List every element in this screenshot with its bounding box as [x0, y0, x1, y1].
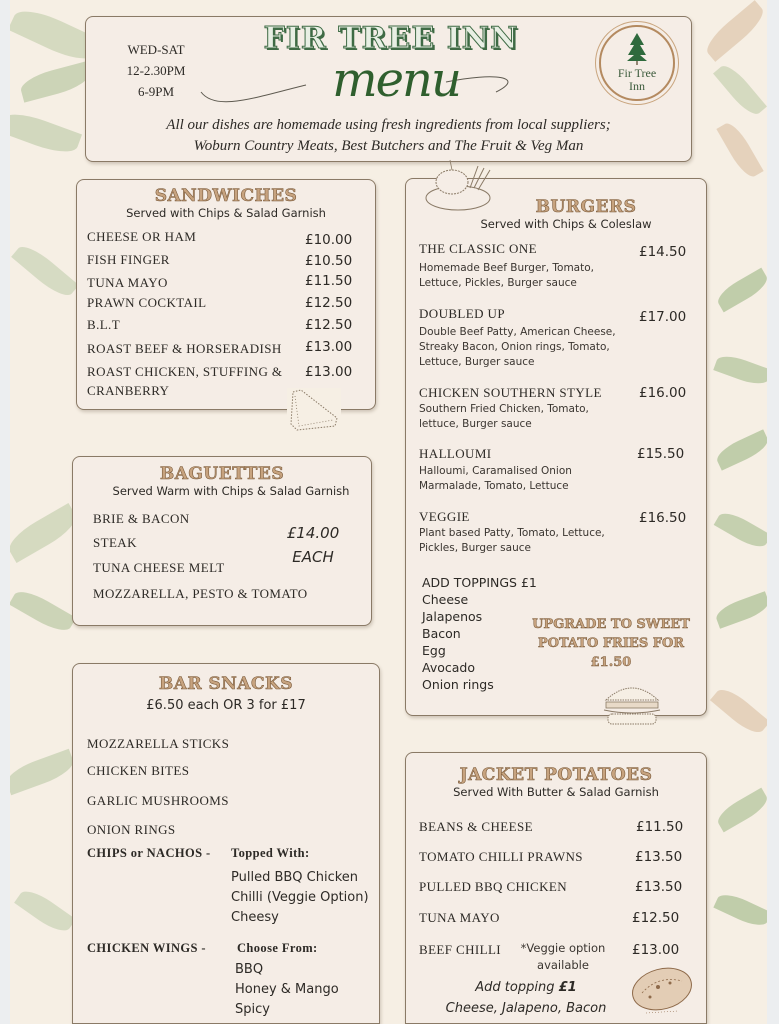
- desc-line: lettuce, Burger sauce: [419, 418, 532, 430]
- veggie-note: [513, 940, 613, 974]
- menu-item-name: ROAST CHICKEN, STUFFING &: [87, 364, 283, 379]
- toppings-list: [422, 574, 537, 693]
- topping: Avocado: [422, 660, 475, 675]
- burger-name: HALLOUMI: [419, 446, 492, 461]
- menu-item-name: B.L.T: [87, 317, 121, 332]
- burger-name: VEGGIE: [419, 509, 470, 524]
- potato-item-name: BEEF CHILLI: [419, 942, 502, 957]
- baguettes-panel: [72, 456, 372, 626]
- chips-options: [231, 868, 369, 928]
- topping-list: Cheese, Jalapeno, Bacon: [445, 1001, 607, 1016]
- burger-desc: [419, 402, 589, 432]
- desc-line: Southern Fried Chicken, Tomato,: [419, 403, 589, 415]
- potato-item-name: PULLED BBQ CHICKEN: [419, 879, 568, 894]
- snack-item: ONION RINGS: [87, 822, 176, 837]
- burger-desc: [419, 325, 616, 370]
- snack-item: CHICKEN BITES: [87, 763, 190, 778]
- lunch-hours: 12-2.30PM: [126, 63, 186, 78]
- sandwiches-panel: [76, 179, 376, 410]
- burger-sketch-icon: [602, 680, 662, 728]
- option: Honey & Mango: [235, 982, 339, 997]
- desc-line: Homemade Beef Burger, Tomato,: [419, 262, 594, 274]
- menu-item-price: £10.00: [305, 232, 353, 248]
- potato-toppings: [426, 977, 626, 1019]
- option: Cheesy: [231, 910, 279, 925]
- section-subtitle: Served with Chips & Salad Garnish: [126, 206, 326, 220]
- menu-item-name: MOZZARELLA, PESTO & TOMATO: [93, 586, 308, 601]
- topping: Cheese: [422, 592, 469, 607]
- desc-line: Lettuce, Pickles, Burger sauce: [419, 277, 577, 289]
- burger-price: £14.50: [639, 244, 687, 260]
- snack-item: GARLIC MUSHROOMS: [87, 793, 229, 808]
- upgrade-line: POTATO FRIES FOR: [537, 636, 685, 651]
- section-title: JACKET POTATOES: [459, 765, 653, 785]
- potato-item-price: £12.50: [632, 910, 680, 926]
- potato-sketch-icon: [628, 965, 696, 1019]
- potato-item-name: TUNA MAYO: [419, 910, 500, 925]
- menu-item-name: CHEESE OR HAM: [87, 229, 197, 244]
- section-subtitle: £6.50 each OR 3 for £17: [146, 698, 306, 713]
- burger-name: CHICKEN SOUTHERN STYLE: [419, 385, 602, 400]
- desc-line: Lettuce, Burger sauce: [419, 356, 535, 368]
- topping: Egg: [422, 643, 446, 658]
- burger-name: THE CLASSIC ONE: [419, 241, 537, 256]
- option: Pulled BBQ Chicken: [231, 870, 359, 885]
- burgers-panel: [405, 178, 707, 716]
- desc-line: Double Beef Patty, American Cheese,: [419, 326, 616, 338]
- section-title: SANDWICHES: [154, 186, 298, 206]
- menu-item-price: £12.50: [305, 295, 353, 311]
- wings-options: [235, 960, 339, 1020]
- menu-item-price: £13.00: [305, 339, 353, 355]
- header-panel: [85, 16, 692, 162]
- option: Chilli (Veggie Option): [231, 890, 369, 905]
- menu-item-name-cont: CRANBERRY: [87, 383, 170, 398]
- burger-price: £15.50: [637, 446, 685, 462]
- tagline-line2: Woburn Country Meats, Best Butchers and The Fruit & Veg Man: [193, 138, 584, 154]
- topped-with-label: Topped With:: [231, 846, 310, 860]
- burger-desc: [419, 261, 594, 291]
- menu-item-price: £10.50: [305, 253, 353, 269]
- topping: Jalapenos: [422, 609, 483, 624]
- desc-line: Pickles, Burger sauce: [419, 542, 531, 554]
- menu-item-price: £12.50: [305, 317, 353, 333]
- menu-script-title: menu: [332, 52, 460, 108]
- jacket-potatoes-panel: [405, 752, 707, 1024]
- logo: [599, 25, 675, 101]
- logo-text-line1: Fir Tree: [617, 66, 657, 80]
- sandwich-sketch-icon: [287, 388, 341, 434]
- bar-snacks-panel: [72, 663, 380, 1024]
- menu-page: [10, 0, 767, 1024]
- burger-plate-sketch-icon: [422, 158, 502, 214]
- topping-line: [426, 977, 626, 998]
- upgrade-line: UPGRADE TO SWEET: [532, 617, 690, 632]
- note-line: available: [537, 958, 589, 972]
- potato-item-name: TOMATO CHILLI PRAWNS: [419, 849, 583, 864]
- note-line: *Veggie option: [520, 941, 606, 955]
- tagline-line1: All our dishes are homemade using fresh ingredients from local suppliers;: [166, 117, 611, 133]
- section-subtitle: Served Warm with Chips & Salad Garnish: [112, 484, 350, 498]
- menu-item-price: £13.00: [305, 364, 353, 380]
- potato-item-price: £13.00: [632, 942, 680, 958]
- section-title: BURGERS: [535, 197, 637, 217]
- sweet-potato-upgrade: [526, 615, 696, 672]
- potato-item-price: £13.50: [635, 849, 683, 865]
- option: Spicy: [235, 1002, 270, 1017]
- upgrade-line: £1.50: [590, 655, 632, 670]
- dinner-hours: 6-9PM: [137, 84, 175, 99]
- price-note: EACH: [292, 548, 334, 566]
- potato-item-name: BEANS & CHEESE: [419, 819, 533, 834]
- tagline: [86, 115, 691, 157]
- potato-item-price: £11.50: [636, 819, 684, 835]
- burger-price: £17.00: [639, 309, 687, 325]
- choose-from-label: Choose From:: [237, 941, 318, 955]
- menu-item-name: FISH FINGER: [87, 252, 170, 267]
- menu-item-name: STEAK: [93, 535, 137, 550]
- section-title: BAR SNACKS: [158, 674, 294, 694]
- topping-price: £1: [558, 980, 577, 995]
- section-subtitle: Served with Chips & Coleslaw: [480, 217, 652, 231]
- topping: Bacon: [422, 626, 461, 641]
- option: BBQ: [235, 962, 264, 977]
- desc-line: Marmalade, Tomato, Lettuce: [419, 480, 569, 492]
- menu-item-name: TUNA CHEESE MELT: [93, 560, 225, 575]
- burger-name: DOUBLED UP: [419, 306, 505, 321]
- menu-item-name: BRIE & BACON: [93, 511, 190, 526]
- potato-item-price: £13.50: [635, 879, 683, 895]
- desc-line: Halloumi, Caramalised Onion: [419, 465, 572, 477]
- chicken-wings-label: CHICKEN WINGS -: [87, 941, 206, 955]
- topping-label: Add topping: [475, 980, 559, 995]
- burger-price: £16.00: [639, 385, 687, 401]
- baguette-price: [283, 521, 343, 569]
- logo-text-line2: Inn: [629, 79, 645, 93]
- toppings-title: ADD TOPPINGS £1: [422, 575, 537, 590]
- price-value: £14.00: [286, 524, 340, 542]
- menu-item-name: PRAWN COCKTAIL: [87, 295, 207, 310]
- days-label: WED-SAT: [127, 42, 185, 57]
- snack-item: MOZZARELLA STICKS: [87, 736, 230, 751]
- burger-price: £16.50: [639, 510, 687, 526]
- desc-line: Streaky Bacon, Onion rings, Tomato,: [419, 341, 610, 353]
- menu-item-price: £11.50: [305, 273, 353, 289]
- burger-desc: [419, 464, 572, 494]
- page-title: FIR TREE INN: [263, 21, 519, 56]
- section-subtitle: Served With Butter & Salad Garnish: [453, 785, 659, 799]
- section-title: BAGUETTES: [159, 464, 285, 484]
- burger-desc: [419, 526, 605, 556]
- menu-item-name: TUNA MAYO: [87, 275, 168, 290]
- menu-item-name: ROAST BEEF & HORSERADISH: [87, 341, 282, 356]
- desc-line: Plant based Patty, Tomato, Lettuce,: [419, 527, 605, 539]
- chips-nachos-label: CHIPS or NACHOS -: [87, 846, 211, 860]
- topping: Onion rings: [422, 677, 494, 692]
- fir-tree-icon: [627, 33, 647, 65]
